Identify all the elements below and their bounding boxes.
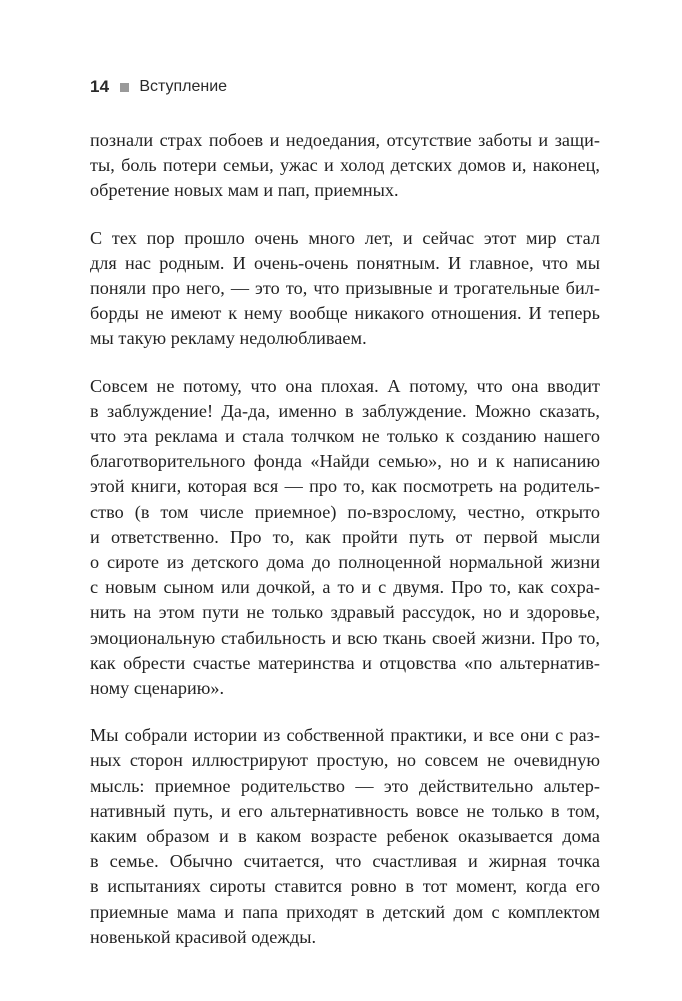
text-line: Совсем не потому, что она плохая. А потому, что она вводит — [90, 375, 600, 396]
text-line: приемные мама и папа приходят в детский дом с комплектом — [90, 901, 600, 922]
text-line: ных сторон иллюстрируют простую, но совсем не очевидную — [90, 750, 600, 771]
text-line: познали страх побоев и недоедания, отсутствие заботы и защи- — [90, 130, 600, 150]
text-line: новенькой красивой одежды. — [90, 926, 317, 947]
text-line: нить на этом пути не только здравый рассудок, но и здоровье, — [90, 602, 600, 623]
text-line: мысль: приемное родительство — это действительно альтер- — [90, 775, 600, 796]
paragraph — [90, 723, 600, 950]
text-line: и ответственно. Про то, как пройти путь от первой мысли — [90, 526, 600, 547]
section-title: Вступление — [139, 78, 228, 95]
text-line: мы такую рекламу недолюбливаем. — [90, 328, 367, 349]
paragraph — [90, 226, 600, 352]
text-line: поняли про него, — это то, что призывные и трогательные бил- — [90, 278, 600, 299]
paragraph — [90, 374, 600, 702]
text-line: что эта реклама и стала толчком не только к созданию нашего — [90, 426, 600, 447]
text-line: для нас родным. И очень-очень понятным. И главное, что мы — [90, 252, 600, 273]
text-line: ты, боль потери семьи, ужас и холод детских домов и, наконец, — [90, 155, 600, 176]
text-line: о сироте из детского дома до полноценной нормальной жизни — [90, 552, 600, 573]
page-number: 14 — [90, 77, 110, 96]
text-line: в испытаниях сироты ставится ровно в тот момент, когда его — [90, 876, 600, 897]
text-line: как обрести счастье материнства и отцовства «по альтернатив- — [90, 652, 600, 673]
text-line: нативный путь, и его альтернативность вовсе не только в том, — [90, 800, 600, 821]
text-line: с новым сыном или дочкой, а то и с двумя. Про то, как сохра- — [90, 577, 600, 598]
text-line: борды не имеют к нему вообще никакого отношения. И теперь — [90, 303, 600, 324]
text-line: ному сценарию». — [90, 678, 225, 699]
text-line: С тех пор прошло очень много лет, и сейчас этот мир стал — [90, 227, 600, 248]
text-line: каким образом и в каком возрасте ребенок оказывается дома — [90, 826, 600, 847]
header-square-separator — [120, 83, 129, 92]
running-header — [90, 76, 227, 98]
text-line: обретение новых мам и пап, приемных. — [90, 180, 399, 201]
body-text — [90, 128, 600, 972]
text-line: благотворительного фонда «Найди семью», но и к написанию — [90, 451, 600, 472]
text-line: Мы собрали истории из собственной практики, и все они с раз- — [90, 725, 600, 746]
text-line: в семье. Обычно считается, что счастливая и жирная точка — [90, 851, 600, 872]
text-line: в заблуждение! Да-да, именно в заблуждение. Можно сказать, — [90, 400, 600, 421]
text-line: эмоциональную стабильность и всю ткань своей жизни. Про то, — [90, 627, 600, 648]
paragraph — [90, 128, 600, 204]
text-line: ство (в том числе приемное) по-взрослому, честно, открыто — [90, 501, 600, 522]
text-line: этой книги, которая вся — про то, как посмотреть на родитель- — [90, 476, 600, 497]
